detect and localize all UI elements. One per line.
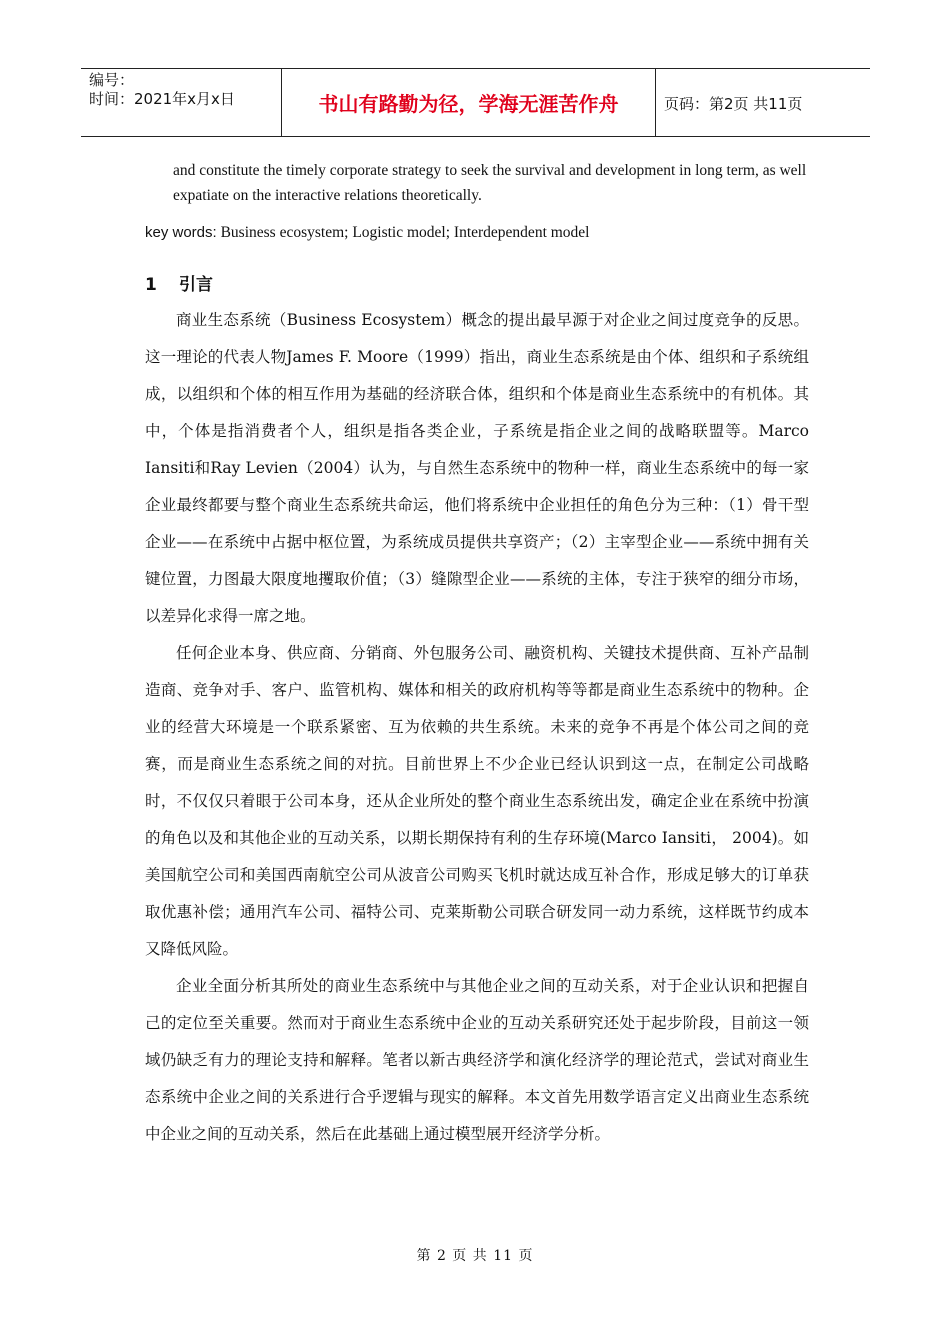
body-paragraph: 企业全面分析其所处的商业生态系统中与其他企业之间的互动关系，对于企业认识和把握自己的定位至关重要。然而对于商业生态系统中企业的互动关系研究还处于起步阶段，目前这一领域仍缺乏有力的理论支持和解释。笔者以新古典经济学和演化经济学的理论范式，尝试对商业生态系统中企业之间的关系进行合乎逻辑与现实的解释。本文首先用数学语言定义出商业生态系统中企业之间的互动关系，然后在此基础上通过模型展开经济学分析。: [145, 977, 809, 1143]
body-paragraph: 任何企业本身、供应商、分销商、外包服务公司、融资机构、关键技术提供商、互补产品制造商、竞争对手、客户、监管机构、媒体和相关的政府机构等等都是商业生态系统中的物种。企业的经营大环境是一个联系紧密、互为依赖的共生系统。未来的竞争不再是个体公司之间的竞赛，而是商业生态系统之间的对抗。目前世界上不少企业已经认识到这一点，在制定公司战略时，不仅仅只着眼于公司本身，还从企业所处的整个商业生态系统出发，确定企业在系统中扮演的角色以及和其他企业的互动关系，以期长期保持有利的生存环境(Marco Iansiti， 2004)。如美国航空公司和美国西南航空公司从波音公司购买飞机时就达成互补合作，形成足够大的订单获取优惠补偿；通用汽车公司、福特公司、克莱斯勒公司联合研发同一动力系统，这样既节约成本又降低风险。: [145, 644, 809, 958]
keywords-text: Business ecosystem; Logistic model; Interdependent model: [216, 224, 590, 241]
header-page-info: 页码：第2页 共11页: [664, 95, 803, 113]
abstract-tail: and constitute the timely corporate strategy to seek the survival and development in long term, as well expatiate on the interactive relations theoretically.: [173, 162, 807, 204]
section-number: 1: [145, 275, 157, 295]
header-motto: 书山有路勤为径，学海无涯苦作舟: [318, 92, 619, 116]
document-number-label: 编号：: [89, 71, 135, 89]
section-title: 引言: [179, 275, 213, 295]
document-date: 时间：2021年x月x日: [89, 90, 235, 108]
keywords-label: key words:: [145, 224, 217, 241]
document-header: [81, 68, 870, 137]
page-footer: 第 2 页 共 11 页: [416, 1248, 534, 1264]
header-meta: [89, 71, 279, 109]
header-divider: [655, 69, 656, 136]
keywords-line: [145, 222, 835, 244]
body-paragraph: 商业生态系统（Business Ecosystem）概念的提出最早源于对企业之间过度竞争的反思。这一理论的代表人物James F. Moore（1999）指出，商业生态系统是由个体、组织和子系统组成，以组织和个体的相互作用为基础的经济联合体，组织和个体是商业生态系统中的有机体。其中，个体是指消费者个人，组织是指各类企业，子系统是指企业之间的战略联盟等。Marco Iansiti和Ray Levien（2004）认为，与自然生态系统中的物种一样，商业生态系统中的每一家企业最终都要与整个商业生态系统共命运，他们将系统中企业担任的角色分为三种：（1）骨干型企业——在系统中占据中枢位置，为系统成员提供共享资产；（2）主宰型企业——系统中拥有关键位置，力图最大限度地攫取价值；（3）缝隙型企业——系统的主体，专注于狭窄的细分市场，以差异化求得一席之地。: [145, 311, 809, 625]
section-heading: [145, 270, 213, 295]
